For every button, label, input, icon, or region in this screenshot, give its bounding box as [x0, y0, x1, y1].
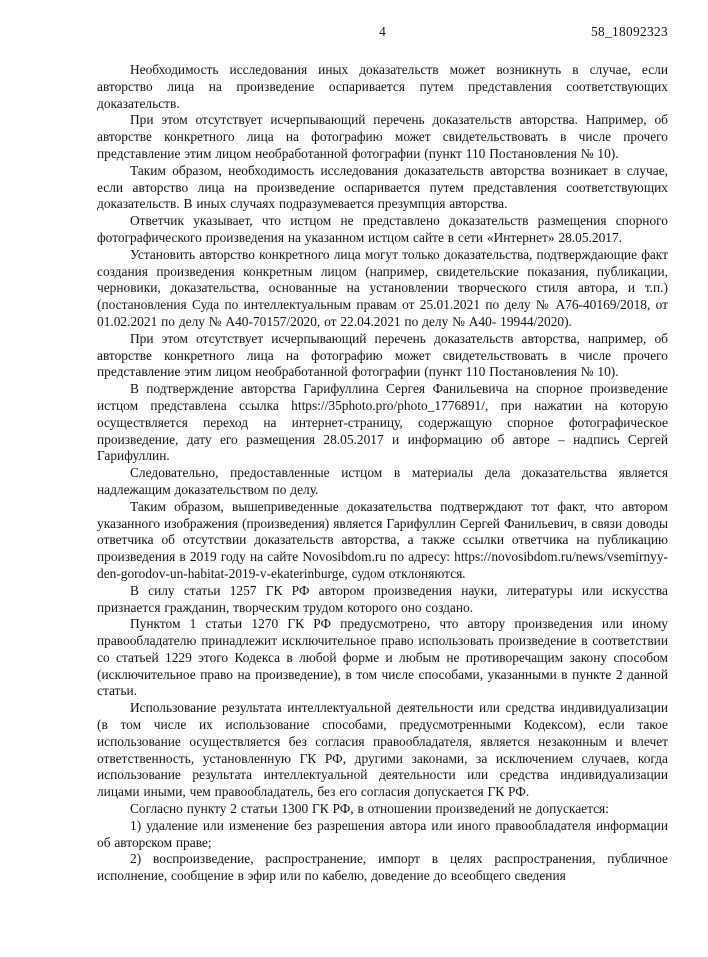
- paragraph-necessity-of-evidence: Необходимость исследования иных доказательств может возникнуть в случае, если авторство лица на произведение оспаривается путем представления соответствующих доказательств.: [97, 62, 668, 111]
- paragraph-court-rejects-arguments: Таким образом, вышеприведенные доказательства подтверждают тот факт, что автором указанного изображения (произведения) является Гарифуллин Сергей Фанильевич, в связи доводы ответчика об отсутствии доказательств авторства, а также ссылки ответчика на публикацию произведения в 2019 году на сайте Novosibdom.ru по адресу: https://novosibdom.ru/news/vsemirnyy-den-gorodov-un-habitat-2019-v-ekaterinburge, судом отклоняются.: [97, 498, 668, 581]
- paragraph-proper-evidence: Следовательно, предоставленные истцом в материалы дела доказательства является надлежащим доказательством по делу.: [97, 465, 668, 497]
- paragraph-unauthorized-use: Использование результата интеллектуальной деятельности или средства индивидуализации (в том числе их использование способами, предусмотренными Кодексом), если такое использование осуществляется без согласия правообладателя, является незаконным и влечет ответственность, установленную ГК РФ, другими законами, за исключением случаев, когда использование результата интеллектуальной деятельности или средства индивидуализации лицами иными, чем правообладатель, без его согласия допускается ГК РФ.: [97, 700, 668, 800]
- document-body: [97, 62, 668, 885]
- paragraph-article-1300-item-1: 1) удаление или изменение без разрешения автора или иного правообладателя информации об авторском праве;: [97, 817, 668, 850]
- paragraph-article-1257: В силу статьи 1257 ГК РФ автором произведения науки, литературы или искусства признается гражданин, творческим трудом которого оно создано.: [97, 582, 668, 615]
- paragraph-article-1270: Пунктом 1 статьи 1270 ГК РФ предусмотрено, что автору произведения или иному правообладателю принадлежит исключительное право использовать произведение в соответствии со статьей 1229 этого Кодекса в любой форме и любым не противоречащим закону способом (исключительное право на произведение), в том числе способами, указанными в пункте 2 данной статьи.: [97, 616, 668, 699]
- paragraph-defendant-claim: Ответчик указывает, что истцом не представлено доказательств размещения спорного фотографического произведения на указанном истцом сайте в сети «Интернет» 28.05.2017.: [97, 213, 668, 245]
- paragraph-establishing-authorship: Установить авторство конкретного лица могут только доказательства, подтверждающие факт создания произведения конкретным лицом (например, свидетельские показания, публикации, черновики, доказательства, основанные на установлении творческого стиля автора, и т.п.) (постановления Суда по интеллектуальным правам от 25.01.2021 по делу № А76-40169/2018, от 01.02.2021 по делу № А40-70157/2020, от 22.04.2021 по делу № А40- 19944/2020).: [97, 246, 668, 329]
- paragraph-presumption-of-authorship: Таким образом, необходимость исследования доказательств авторства возникает в случае, если авторство лица на произведение оспаривается путем представления соответствующих доказательств. В иных случаях подразумевается презумпция авторства.: [97, 162, 668, 212]
- page-number: 4: [379, 24, 386, 39]
- document-number: 58_18092323: [591, 24, 668, 39]
- paragraph-no-exhaustive-list: При этом отсутствует исчерпывающий перечень доказательств авторства. Например, об авторстве конкретного лица на фотографию может свидетельствовать в числе прочего представление этим лицом необработанной фотографии (пункт 110 Постановления № 10).: [97, 112, 668, 161]
- page-header: [97, 24, 668, 41]
- paragraph-article-1300-intro: Согласно пункту 2 статьи 1300 ГК РФ, в отношении произведений не допускается:: [130, 801, 609, 817]
- paragraph-article-1300-item-2: 2) воспроизведение, распространение, импорт в целях распространения, публичное исполнение, сообщение в эфир или по кабелю, доведение до всеобщего сведения: [97, 851, 668, 884]
- paragraph-no-exhaustive-list-repeat: При этом отсутствует исчерпывающий перечень доказательств авторства, например, об авторстве конкретного лица на фотографию может свидетельствовать в числе прочего представление этим лицом необработанной фотографии (пункт 110 Постановления № 10).: [97, 330, 668, 380]
- paragraph-authorship-confirmation-link: В подтверждение авторства Гарифуллина Сергея Фанильевича на спорное произведение истцом представлена ссылка https://35photo.pro/photo_1776891/, при нажатии на которую осуществляется переход на интернет-страницу, содержащую спорное фотографическое произведение, дату его размещения 28.05.2017 и информацию об авторе – надпись Сергей Гарифуллин.: [97, 381, 668, 464]
